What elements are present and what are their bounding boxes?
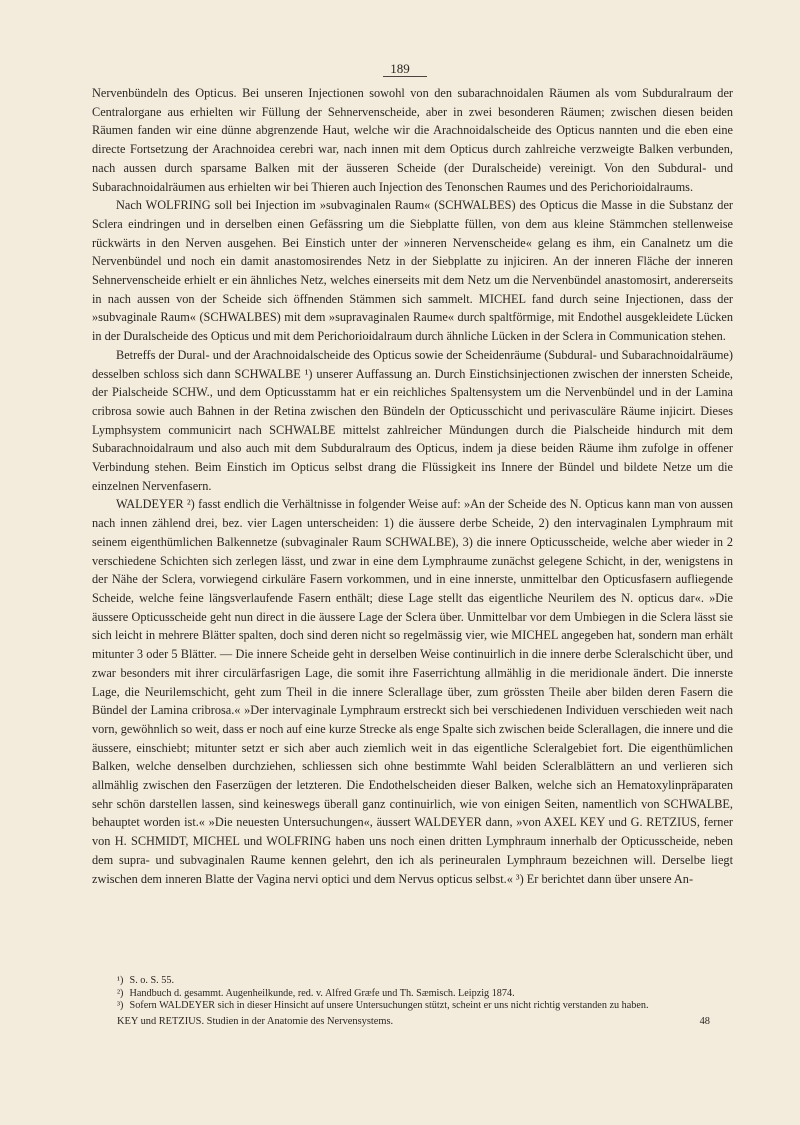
footnote-marker: ¹) — [117, 975, 124, 986]
footnote-3 — [117, 1000, 733, 1013]
footnote-text: Sofern WALDEYER sich in dieser Hinsicht auf unsere Untersuchungen stützt, scheint er uns nicht richtig verstanden zu haben. — [129, 1000, 649, 1012]
footnote-marker: ³) — [117, 1000, 124, 1012]
page-number: 189 — [390, 61, 410, 76]
footnote-marker: ²) — [117, 987, 124, 999]
footnote-text: Handbuch d. gesammt. Augenheilkunde, red. v. Alfred Græfe und Th. Sæmisch. Leipzig 1874. — [129, 987, 515, 999]
page-number-rule — [383, 76, 427, 77]
paragraph-1: Nervenbündeln des Opticus. Bei unseren Injectionen sowohl von den subarachnoidalen Räumen als vom Subduralraum der Centralorgane aus erhielten wir Füllung der Sehnervenscheide, aber in zwei besonderen Räumen; zwischen diesen beiden Räumen fanden wir eine dünne abgrenzende Haut, welche wir die Arachnoidalscheide des Opticus nannten und die eben eine directe Fortsetzung der Arachnoidea cerebri war, nach innen mit dem Opticus durch zahlreiche verzweigte Balken verbunden, nach aussen durch sparsame Balken mit der äusseren Scheide (der Duralscheide) vereinigt. Von den Subdural- und Subarachnoidalräumen aus erhielten wir bei Thieren auch Injection des Tenonschen Raumes und des Perichorioidalraums. — [92, 86, 733, 194]
footnote-2 — [117, 988, 733, 1001]
paragraph-2: Nach WOLFRING soll bei Injection im »subvaginalen Raum« (SCHWALBES) des Opticus die Masse in die Substanz der Sclera eindringen und in derselben einen Gefässring um die Siebplatte füllen, von dem aus kleine Stämmchen stellenweise rückwärts in den Nerven ausgehen. Bei Einstich unter der »inneren Nervenscheide« gelang es ihm, ein Canalnetz um die Nervenbündel und noch ein damit anastomosirendes Netz in der Siebplatte zu injiciren. An der inneren Fläche der inneren Sehnervenscheide erhielt er ein ähnliches Netz, welches einerseits mit dem Netz um die Nervenbündel anastomosirt, andererseits in nach aussen von der Scheide sich öffnenden Stämmen sich sammelt. MICHEL fand durch seine Injectionen, dass der »subvaginale Raum« (SCHWALBES) mit dem »supravaginalen Raume« durch spaltförmige, mit Endothel ausgekleidete Lücken in der Duralscheide des Opticus und mit dem Perichorioidalraum durch ähnliche Lücken in der Sclera in Communication stehen. — [92, 198, 733, 344]
paragraph-3: Betreffs der Dural- und der Arachnoidalscheide des Opticus sowie der Scheidenräume (Subdural- und Subarachnoidalräume) desselben schloss sich dann SCHWALBE ¹) unserer Auffassung an. Durch Einstichsinjectionen zwischen der innersten Scheide, der Pialscheide SCHW., und dem Opticusstamm hat er ein reichliches Spaltensystem um die Nervenbündel und in der Lamina cribrosa sowie auch Bahnen in der Retina zwischen den Bündeln der Opticusschicht und perivasculäre Räume injicirt. Dieses Lymphsystem communicirt nach SCHWALBE mittelst zahlreicher Mündungen durch die Pialscheide hindurch mit dem Subarachnoidalraum und also auch mit dem Subduralraum des Opticus, indem ja diese beiden Räume ihm zufolge in offener Verbindung stehen. Beim Einstich im Opticus selbst drang die Flüssigkeit ins Innere der Bündel und bildete Netze um die einzelnen Nervenfasern. — [92, 347, 733, 493]
footnotes — [117, 975, 733, 1013]
footnote-text: S. o. S. 55. — [129, 975, 174, 986]
paragraph-4: WALDEYER ²) fasst endlich die Verhältnisse in folgender Weise auf: »An der Scheide des N. Opticus kann man von aussen nach innen zählend drei, bez. vier Lagen unterscheiden: 1) die äussere derbe Scheide, 2) den intervaginalen Lymphraum mit seinem eigenthümlichen Balkennetze (subvaginaler Raum SCHWALBE), 3) die innere Opticusscheide, welche aber wieder in 2 verschiedene Schichten sich zerlegen lässt, und zwar in eine dem Lymphraume zunächst gelegene Schicht, in der, wenigstens in der Nähe der Sclera, vorwiegend cirkuläre Fasern vorkommen, und in eine innerste, unmittelbar den Opticusfasern aufliegende Scheide, welche feine längsverlaufende Fasern enthält; diese Lage stellt das eigentliche Neurilem des N. opticus dar«. »Die äussere Opticusscheide geht nun direct in die äussere Lage der Sclera über. Unmittelbar vor dem Umbiegen in die Sclera lässt sie sich leicht in mehrere Blätter spalten, doch sind deren nicht so regelmässig vier, wie MICHEL angegeben hat, sondern man erhält mitunter 3 oder 5 Blätter. — Die innere Scheide geht in derselben Weise continuirlich in die innere derbe Scleralschicht über, und zwar besonders mit ihrer circulärfasrigen Lage, die somit ihre Faserrichtung allmählig in die meridionale ändert. Die innerste Lage, die Neurilemschicht, geht zum Theil in die innere Sclerallage über, zum grössten Theile aber bilden deren Fasern die Bündel der Lamina cribrosa.« »Der intervaginale Lymphraum erstreckt sich bei verschiedenen Individuen verschieden weit nach vorn, gewöhnlich so weit, dass er noch auf eine kurze Strecke als enge Spalte sich zwischen beide Sclerallagen, die innere und die äussere, einschiebt; mitunter setzt er sich aber auch ziemlich weit in das eigentliche Scleralgebiet fort. Die eigenthümlichen Balken, welche denselben durchziehen, schliessen sich ohne bestimmte Wahl beiden Scleralblättern an und verlieren sich allmählig zwischen den Faserzügen der letzteren. Die Endothelscheiden dieser Balken, welche sich an Hematoxylinpräparaten sehr schön darstellen lassen, sind keineswegs überall ganz continuirlich, wie von einigen Seiten, namentlich von SCHWALBE, behauptet worden ist.« »Die neuesten Untersuchungen«, äussert WALDEYER dann, »von AXEL KEY und G. RETZIUS, ferner von H. SCHMIDT, MICHEL und WOLFRING haben uns noch einen dritten Lymphraum innerhalb der Opticusscheide, neben dem supra- und subvaginalen Raume kennen gelehrt, den ich als perineuralen Lymphraum bezeichnen will. Derselbe liegt zwischen dem inneren Blatte der Vagina nervi optici und dem Nervus opticus selbst.« ³) Er berichtet dann über unsere An- — [92, 497, 733, 886]
body-text — [92, 84, 733, 888]
signature-number: 48 — [699, 1016, 710, 1027]
footer-citation: KEY und RETZIUS. Studien in der Anatomie des Nervensystems. — [117, 1016, 394, 1027]
footnote-1 — [117, 975, 733, 988]
